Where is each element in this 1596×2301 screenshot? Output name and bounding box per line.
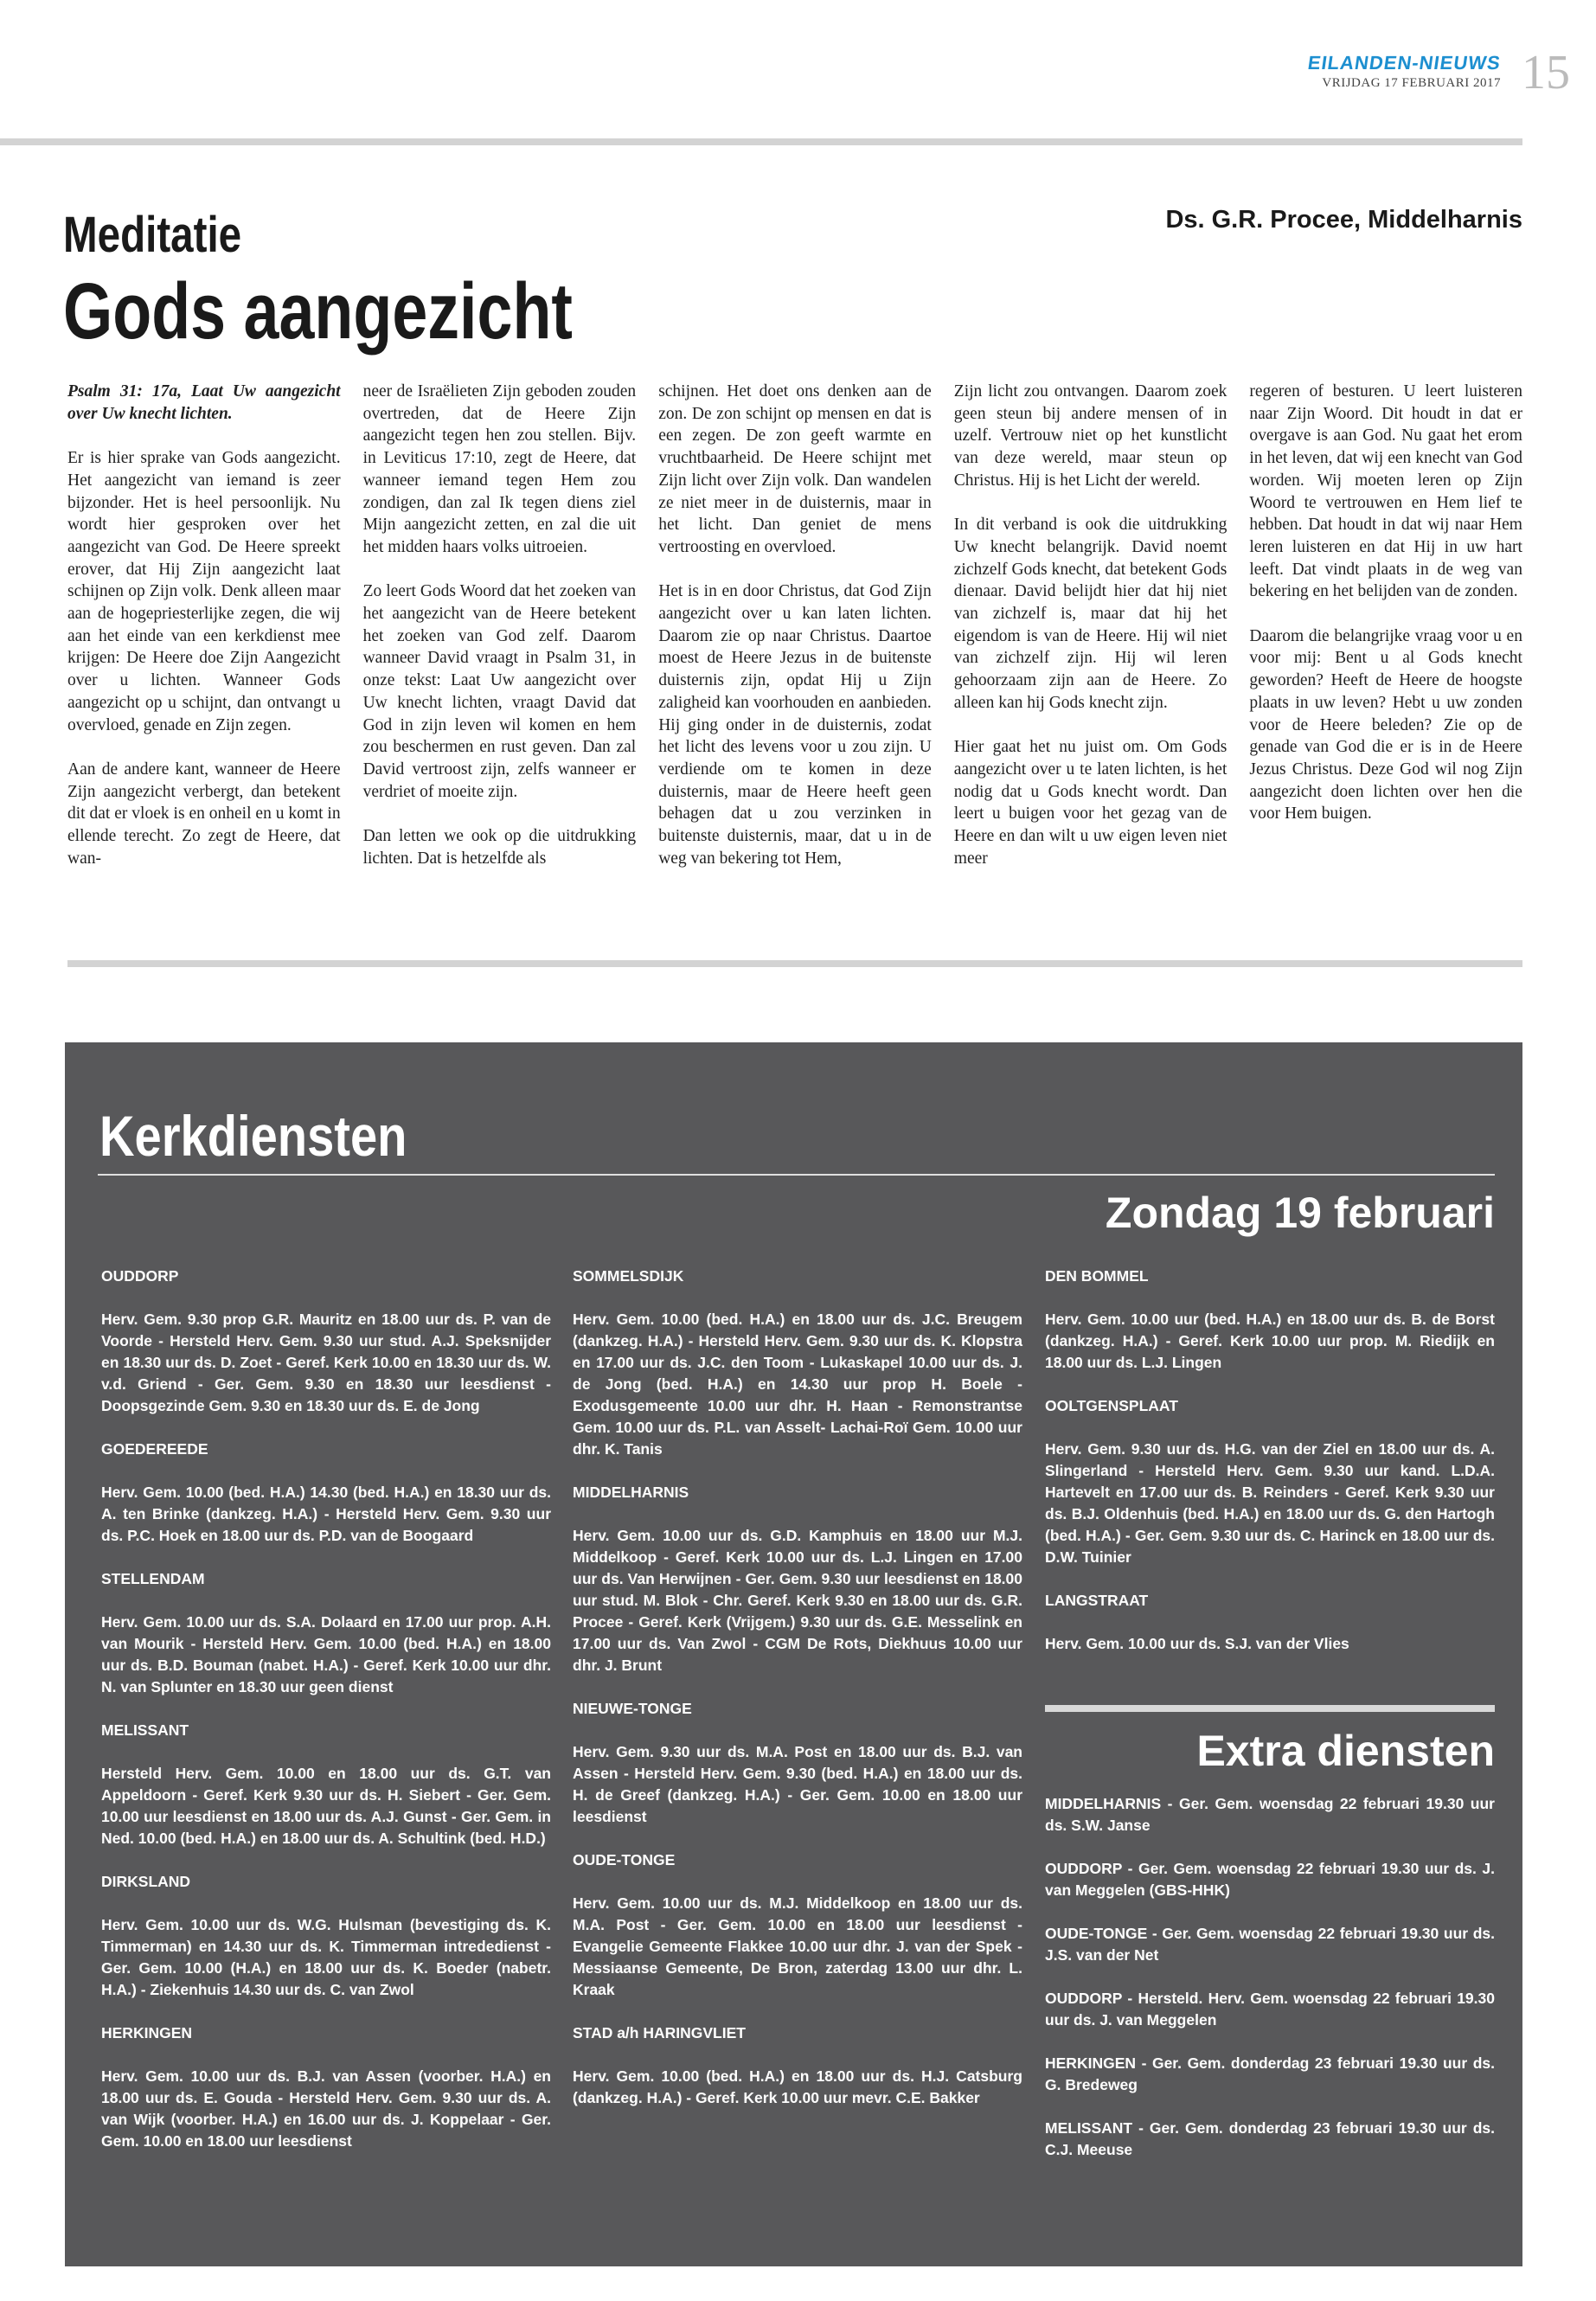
extra-service-item: HERKINGEN - Ger. Gem. donderdag 23 februari 19.30 uur ds. G. Bredeweg (1045, 2054, 1495, 2093)
place-services: Herv. Gem. 10.00 uur ds. M.J. Middelkoop en 18.00 uur ds. M.A. Post - Ger. Gem. 10.00 en 18.00 uur leesdienst - Evangelie Gemeente Flakkee 10.00 uur dhr. J. van der Spek - Messiaanse Gemeente, De Bron, zaterdag 13.00 uur dhr. L. Kraak (573, 1894, 1022, 1998)
article-paragraph: Dan letten we ook op die uitdrukking lichten. Dat is hetzelfde als (362, 827, 637, 868)
extra-service-item: MELISSANT - Ger. Gem. donderdag 23 februari 19.30 uur ds. C.J. Meeuse (1045, 2119, 1495, 2158)
place-services: Herv. Gem. 10.00 uur ds. G.D. Kamphuis en 18.00 uur M.J. Middelkoop - Geref. Kerk 10.00 uur ds. L.J. Lingen en 17.00 uur ds. Van Herwijnen - Ger. Gem. 9.30 uur leesdienst en 18.00 uur stud. M. Blok - Chr. Geref. Kerk 9.30 en 18.00 uur ds. G.R. Procee - Geref. Kerk (Vrijgem.) 9.30 uur ds. G.E. Messelink en 17.00 uur ds. Van Zwol - CGM De Rots, Diekhuus 10.00 uur dhr. J. Brunt (573, 1527, 1022, 1674)
service-day-heading: Zondag 19 februari (1105, 1189, 1495, 1237)
article-column-4 (954, 381, 1227, 869)
article-headline: Gods aangezicht (63, 267, 573, 356)
article-body (67, 381, 1522, 869)
extra-service-item: MIDDELHARNIS - Ger. Gem. woensdag 22 februari 19.30 uur ds. S.W. Janse (1045, 1795, 1495, 1834)
place-services: Herv. Gem. 9.30 prop G.R. Mauritz en 18.00 uur ds. P. van de Voorde - Hersteld Herv. Gem. 9.30 uur stud. A.J. Speksnijder en 18.30 uur ds. D. Zoet - Geref. Kerk 10.00 en 18.30 uur ds. W. v.d. Griend - Ger. Gem. 9.30 en 18.30 uur leesdienst - Doopsgezinde Gem. 9.30 en 18.30 uur ds. E. de Jong (101, 1311, 551, 1414)
place-heading: OUDDORP (101, 1267, 179, 1285)
section-kicker: Meditatie (63, 207, 242, 263)
article-paragraph: Daarom die belangrijke vraag voor u en voor mij: Bent u al Gods knecht geworden? Heeft de Heere de hoogste plaats in uw leven? Hebt u uw zonden voor de Heere beleden? Zie op de genade van God die er is in de Heere Jezus Christus. Deze God wil nog Zijn aangezicht doen lichten over hen die voor Hem buigen. (1249, 626, 1522, 824)
extra-services-list (1045, 1793, 1495, 2182)
place-heading: SOMMELSDIJK (573, 1267, 684, 1285)
section-divider (67, 960, 1522, 967)
article-column-2 (363, 381, 637, 869)
place-services: Herv. Gem. 9.30 uur ds. H.G. van der Ziel en 18.00 uur ds. A. Slingerland - Hersteld Herv. Gem. 9.30 uur kand. L.D.A. Hartevelt en 17.00 uur ds. B. Reinders - Geref. Kerk 9.30 uur ds. B.J. Oldenhuis (bed. H.A.) en 18.00 uur ds. G. den Hartogh (bed. H.A.) - Ger. Gem. 9.30 uur ds. C. Harinck en 18.00 uur ds. D.W. Tuinier (1045, 1440, 1495, 1566)
place-services: Herv. Gem. 10.00 uur ds. S.A. Dolaard en 17.00 uur prop. A.H. van Mourik - Hersteld Herv. Gem. 10.00 (bed. H.A.) en 18.00 uur ds. B.D. Bouman (nabet. H.A.) - Geref. Kerk 10.00 uur dhr. N. van Splunter en 18.30 uur geen dienst (101, 1613, 551, 1695)
place-services: Herv. Gem. 10.00 (bed. H.A.) en 18.00 uur ds. H.J. Catsburg (dankzeg. H.A.) - Geref. Kerk 10.00 uur mevr. C.E. Bakker (573, 2067, 1022, 2106)
place-heading: MELISSANT (101, 1721, 189, 1739)
article-paragraph: Er is hier sprake van Gods aangezicht. Het aangezicht van iemand is zeer bijzonder. Het is heel persoonlijk. Nu wordt hier gesproken over het aangezicht van God. De Heere spreekt erover, dat Hij Zijn aangezicht laat schijnen op Zijn volk. Denk alleen maar aan de hogepriesterlijke zegen, die wij aan het einde van een kerkdienst mee krijgen: De Heere doe Zijn Aangezicht over u lichten. Wanneer Gods aangezicht op u schijnt, dan ontvangt u overvloed, genade en Zijn zegen. (67, 449, 341, 734)
issue-date: VRIJDAG 17 FEBRUARI 2017 (1322, 76, 1501, 90)
extra-service-item: OUDDORP - Hersteld. Herv. Gem. woensdag 22 februari 19.30 uur ds. J. van Meggelen (1045, 1990, 1495, 2029)
article-author: Ds. G.R. Procee, Middelharnis (1165, 206, 1522, 234)
extra-service-item: OUDDORP - Ger. Gem. woensdag 22 februari 19.30 uur ds. J. van Meggelen (GBS-HHK) (1045, 1860, 1495, 1899)
article-paragraph: Zijn licht zou ontvangen. Daarom zoek geen steun bij andere mensen of in uzelf. Vertrouw niet op het kunstlicht van deze wereld, maar steun op Christus. Hij is het Licht der wereld. (953, 382, 1227, 490)
place-heading: HERKINGEN (101, 2024, 193, 2041)
article-paragraph: schijnen. Het doet ons denken aan de zon. De zon schijnt op mensen en dat is een zegen. De zon geeft warmte en vruchtbaarheid. De Heere schijnt met Zijn licht over Zijn volk. Dan wandelen ze niet meer in de duisternis, maar in het licht. Dan geniet de mens vertroosting en overvloed. (658, 382, 932, 556)
place-heading: OOLTGENSPLAAT (1045, 1397, 1178, 1414)
place-services: Herv. Gem. 10.00 uur ds. B.J. van Assen (voorber. H.A.) en 18.00 uur ds. E. Gouda - Hersteld Herv. Gem. 9.30 uur ds. A. van Wijk (voorber. H.A.) en 16.00 uur ds. J. Koppelaar - Ger. Gem. 10.00 en 18.00 uur leesdienst (101, 2067, 551, 2150)
church-services-box (65, 1042, 1522, 2266)
place-services: Herv. Gem. 9.30 uur ds. M.A. Post en 18.00 uur ds. B.J. van Assen - Hersteld Herv. Gem. 9.30 (bed. H.A.) en 18.00 uur ds. H. de Greef (dankzeg. H.A.) - Ger. Gem. 10.00 en 18.00 uur leesdienst (573, 1743, 1022, 1825)
services-column-3 (1045, 1266, 1495, 1676)
header-divider (0, 138, 1522, 145)
scripture-quote: Psalm 31: 17a, Laat Uw aangezicht over Uw knecht lichten. (67, 382, 341, 423)
church-services-rule (98, 1174, 1495, 1176)
place-heading: LANGSTRAAT (1045, 1592, 1149, 1609)
article-paragraph: Hier gaat het nu juist om. Om Gods aangezicht over u te laten lichten, is het nodig dat u Gods knecht wordt. Dan leert u buigen voor het gezag van de Heere en dan wilt u uw eigen leven niet meer (953, 738, 1227, 868)
article-column-3 (658, 381, 932, 869)
article-paragraph: Aan de andere kant, wanneer de Heere Zijn aangezicht verbergt, dan betekent dit dat er vloek is en onheil en u komt in ellende terecht. Zo zegt de Heere, dat wan- (67, 760, 341, 868)
article-paragraph: Het is in en door Christus, dat God Zijn aangezicht over u kan laten lichten. Daarom zie op naar Christus. Daartoe moest de Heere Jezus in de buitenste duisternis zijn, opdat Hij u Zijn zaligheid kan voorhouden en aanbieden. Hij ging onder in de duisternis, zodat het licht des levens voor u zou zijn. U verdiende om te komen in deze duisternis, maar de Heere heeft geen behagen dat u zou verzinken in buitenste duisternis, maar, dat u in de weg van bekering tot Hem, (658, 582, 932, 868)
church-services-title: Kerkdiensten (99, 1104, 407, 1168)
place-heading: NIEUWE-TONGE (573, 1700, 692, 1717)
extra-services-title: Extra diensten (1196, 1727, 1495, 1775)
page-number: 15 (1522, 46, 1570, 99)
place-heading: GOEDEREEDE (101, 1440, 208, 1458)
place-services: Hersteld Herv. Gem. 10.00 en 18.00 uur ds. G.T. van Appeldoorn - Geref. Kerk 9.30 uur ds. H. Siebert - Ger. Gem. 10.00 uur leesdienst en 18.00 uur ds. A.J. Gunst - Ger. Gem. in Ned. 10.00 (bed. H.A.) en 18.00 uur ds. A. Schultink (bed. H.D.) (101, 1765, 551, 1847)
place-heading: STAD a/h HARINGVLIET (573, 2024, 746, 2041)
newspaper-logo: EILANDEN-NIEUWS (1306, 52, 1503, 74)
services-column-2 (573, 1266, 1022, 2131)
place-services: Herv. Gem. 10.00 (bed. H.A.) en 18.00 uur ds. J.C. Breugem (dankzeg. H.A.) - Hersteld Herv. Gem. 9.30 uur ds. K. Klopstra en 17.00 uur ds. J.C. den Toom - Lukaskapel 10.00 uur ds. J. de Jong (bed. H.A.) en 14.30 uur prop H. Boele - Exodusgemeente 10.00 uur dhr. H. Haan - Remonstrantse Gem. 10.00 uur ds. P.L. van Asselt- Lachai-Roï Gem. 10.00 uur dhr. K. Tanis (573, 1311, 1022, 1458)
services-column-1 (101, 1266, 551, 2174)
article-paragraph: Zo leert Gods Woord dat het zoeken van het aangezicht van de Heere betekent het zoeken van God zelf. Daarom wanneer David vraagt in Psalm 31, in onze tekst: Laat Uw aangezicht over Uw knecht lichten, vraagt David dat God in zijn leven wil komen en hem zou beschermen en rust geven. Dan zal David vertroost zijn, zelfs wanneer er verdriet of moeite zijn. (362, 582, 637, 801)
place-services: Herv. Gem. 10.00 uur ds. W.G. Hulsman (bevestiging ds. K. Timmerman) en 14.30 uur ds. K. Timmerman intrededienst - Ger. Gem. 10.00 (H.A.) en 18.00 uur ds. K. Boeder (nabetr. H.A.) - Ziekenhuis 14.30 uur ds. C. van Zwol (101, 1916, 551, 1998)
place-heading: DIRKSLAND (101, 1873, 191, 1890)
masthead (1308, 52, 1501, 91)
place-heading: OUDE-TONGE (573, 1851, 676, 1868)
place-services: Herv. Gem. 10.00 (bed. H.A.) 14.30 (bed. H.A.) en 18.30 uur ds. A. ten Brinke (dankzeg. H.A.) - Hersteld Herv. Gem. 9.30 uur ds. P.C. Hoek en 18.00 uur ds. P.D. van de Boogaard (101, 1484, 551, 1544)
place-heading: DEN BOMMEL (1045, 1267, 1149, 1285)
extra-service-item: OUDE-TONGE - Ger. Gem. woensdag 22 februari 19.30 uur ds. J.S. van der Net (1045, 1925, 1495, 1964)
extra-services-rule (1045, 1705, 1495, 1712)
place-services: Herv. Gem. 10.00 uur (bed. H.A.) en 18.00 uur ds. B. de Borst (dankzeg. H.A.) - Geref. Kerk 10.00 uur prop. M. Riedijk en 18.00 uur ds. L.J. Lingen (1045, 1311, 1495, 1371)
article-column-1 (67, 381, 341, 869)
place-services: Herv. Gem. 10.00 uur ds. S.J. van der Vlies (1045, 1635, 1349, 1652)
article-paragraph: neer de Israëlieten Zijn geboden zouden overtreden, dat de Heere Zijn aangezicht tegen hen zou stellen. Bijv. in Leviticus 17:10, zegt de Heere, dat wanneer iemand tegen Hem zou zondigen, dan zal Ik tegen diens ziel Mijn aangezicht zetten, en zal die uit het midden haars volks uitroeien. (362, 382, 637, 556)
place-heading: MIDDELHARNIS (573, 1484, 689, 1501)
article-column-5 (1249, 381, 1522, 869)
article-paragraph: In dit verband is ook die uitdrukking Uw knecht belangrijk. David noemt zichzelf Gods knecht, dat betekent Gods dienaar. David belijdt hier dat hij niet van zichzelf is, maar dat hij het eigendom is van de Heere. Hij wil niet van zichzelf zijn. Hij wil leren gehoorzaam zijn aan de Heere. Zo alleen kan hij Gods knecht zijn. (953, 516, 1227, 712)
place-heading: STELLENDAM (101, 1570, 205, 1587)
article-paragraph: regeren of besturen. U leert luisteren naar Zijn Woord. Dit houdt in dat er overgave is aan God. Nu gaat het erom in het leven, dat wij een knecht van God worden. Wij moeten leren op Zijn Woord te vertrouwen en Hem lief te hebben. Dat houdt in dat wij naar Hem leren luisteren en dat Hij in uw hart leeft. Dat vindt plaats in de weg van bekering en het belijden van de zonden. (1249, 382, 1522, 601)
